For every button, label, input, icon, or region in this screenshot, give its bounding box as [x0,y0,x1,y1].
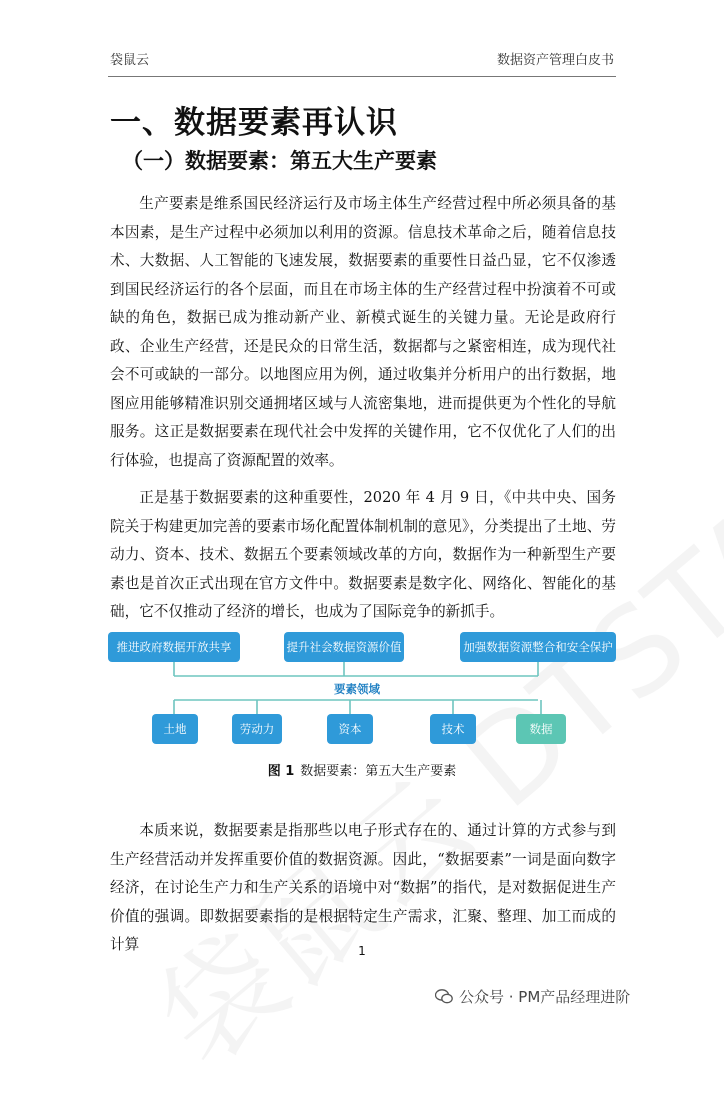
paragraph-2: 正是基于数据要素的这种重要性，2020 年 4 月 9 日，《中共中央、国务院关于构建更加完善的要素市场化配置体制机制的意见》，分类提出了土地、劳动力、资本、技术、数据五个要素领域改革的方向，数据作为一种新型生产要素也是首次正式出现在官方文件中。数据要素是数字化、网络化、智能化的基础，它不仅推动了经济的增长，也成为了国际竞争的新抓手。 [110,489,616,620]
caption-text: 数据要素：第五大生产要素 [300,764,457,779]
bottom-box-labor: 劳动力 [232,714,282,744]
header-left: 袋鼠云 [110,53,150,68]
center-label: 要素领域 [330,681,384,697]
wechat-icon [435,989,453,1004]
subsection-title: （一）数据要素：第五大生产要素 [122,149,437,173]
bottom-box-land: 土地 [152,714,198,744]
figure-diagram [108,628,616,750]
watermark-text: 公众号 · PM产品经理进阶 [459,988,631,1006]
header-rule [108,76,616,77]
top-box-3: 加强数据资源整合和安全保护 [460,632,616,662]
figure-caption [0,760,724,779]
header-right: 数据资产管理白皮书 [496,53,614,68]
section-title: 一、数据要素再认识 [110,105,398,141]
top-box-1: 推进政府数据开放共享 [108,632,240,662]
bottom-box-data: 数据 [516,714,566,744]
paragraph-1: 生产要素是维系国民经济运行及市场主体生产经营过程中所必须具备的基本因素，是生产过程中必须加以利用的资源。信息技术革命之后，随着信息技术、大数据、人工智能的飞速发展，数据要素的重要性日益凸显，它不仅渗透到国民经济运行的各个层面，而且在市场主体的生产经营过程中扮演着不可或缺的角色，数据已成为推动新产业、新模式诞生的关键力量。无论是政府行政、企业生产经营，还是民众的日常生活，数据都与之紧密相连，成为现代社会不可或缺的一部分。以地图应用为例，通过收集并分析用户的出行数据，地图应用能够精准识别交通拥堵区域与人流密集地，进而提供更为个性化的导航服务。这正是数据要素在现代社会中发挥的关键作用，它不仅优化了人们的出行体验，也提高了资源配置的效率。 [110,195,616,469]
page-number: 1 [358,944,366,958]
source-watermark [435,986,630,1007]
caption-number: 图 1 [267,764,295,779]
paragraph-3: 本质来说，数据要素是指那些以电子形式存在的、通过计算的方式参与到生产经营活动并发挥重要价值的数据资源。因此，“数据要素”一词是面向数字经济，在讨论生产力和生产关系的语境中对“数据”的指代，是对数据促进生产价值的强调。即数据要素指的是根据特定生产需求，汇聚、整理、加工而成的计算 [110,822,616,953]
top-box-2: 提升社会数据资源价值 [284,632,404,662]
bottom-box-technology: 技术 [430,714,476,744]
bottom-box-capital: 资本 [327,714,373,744]
